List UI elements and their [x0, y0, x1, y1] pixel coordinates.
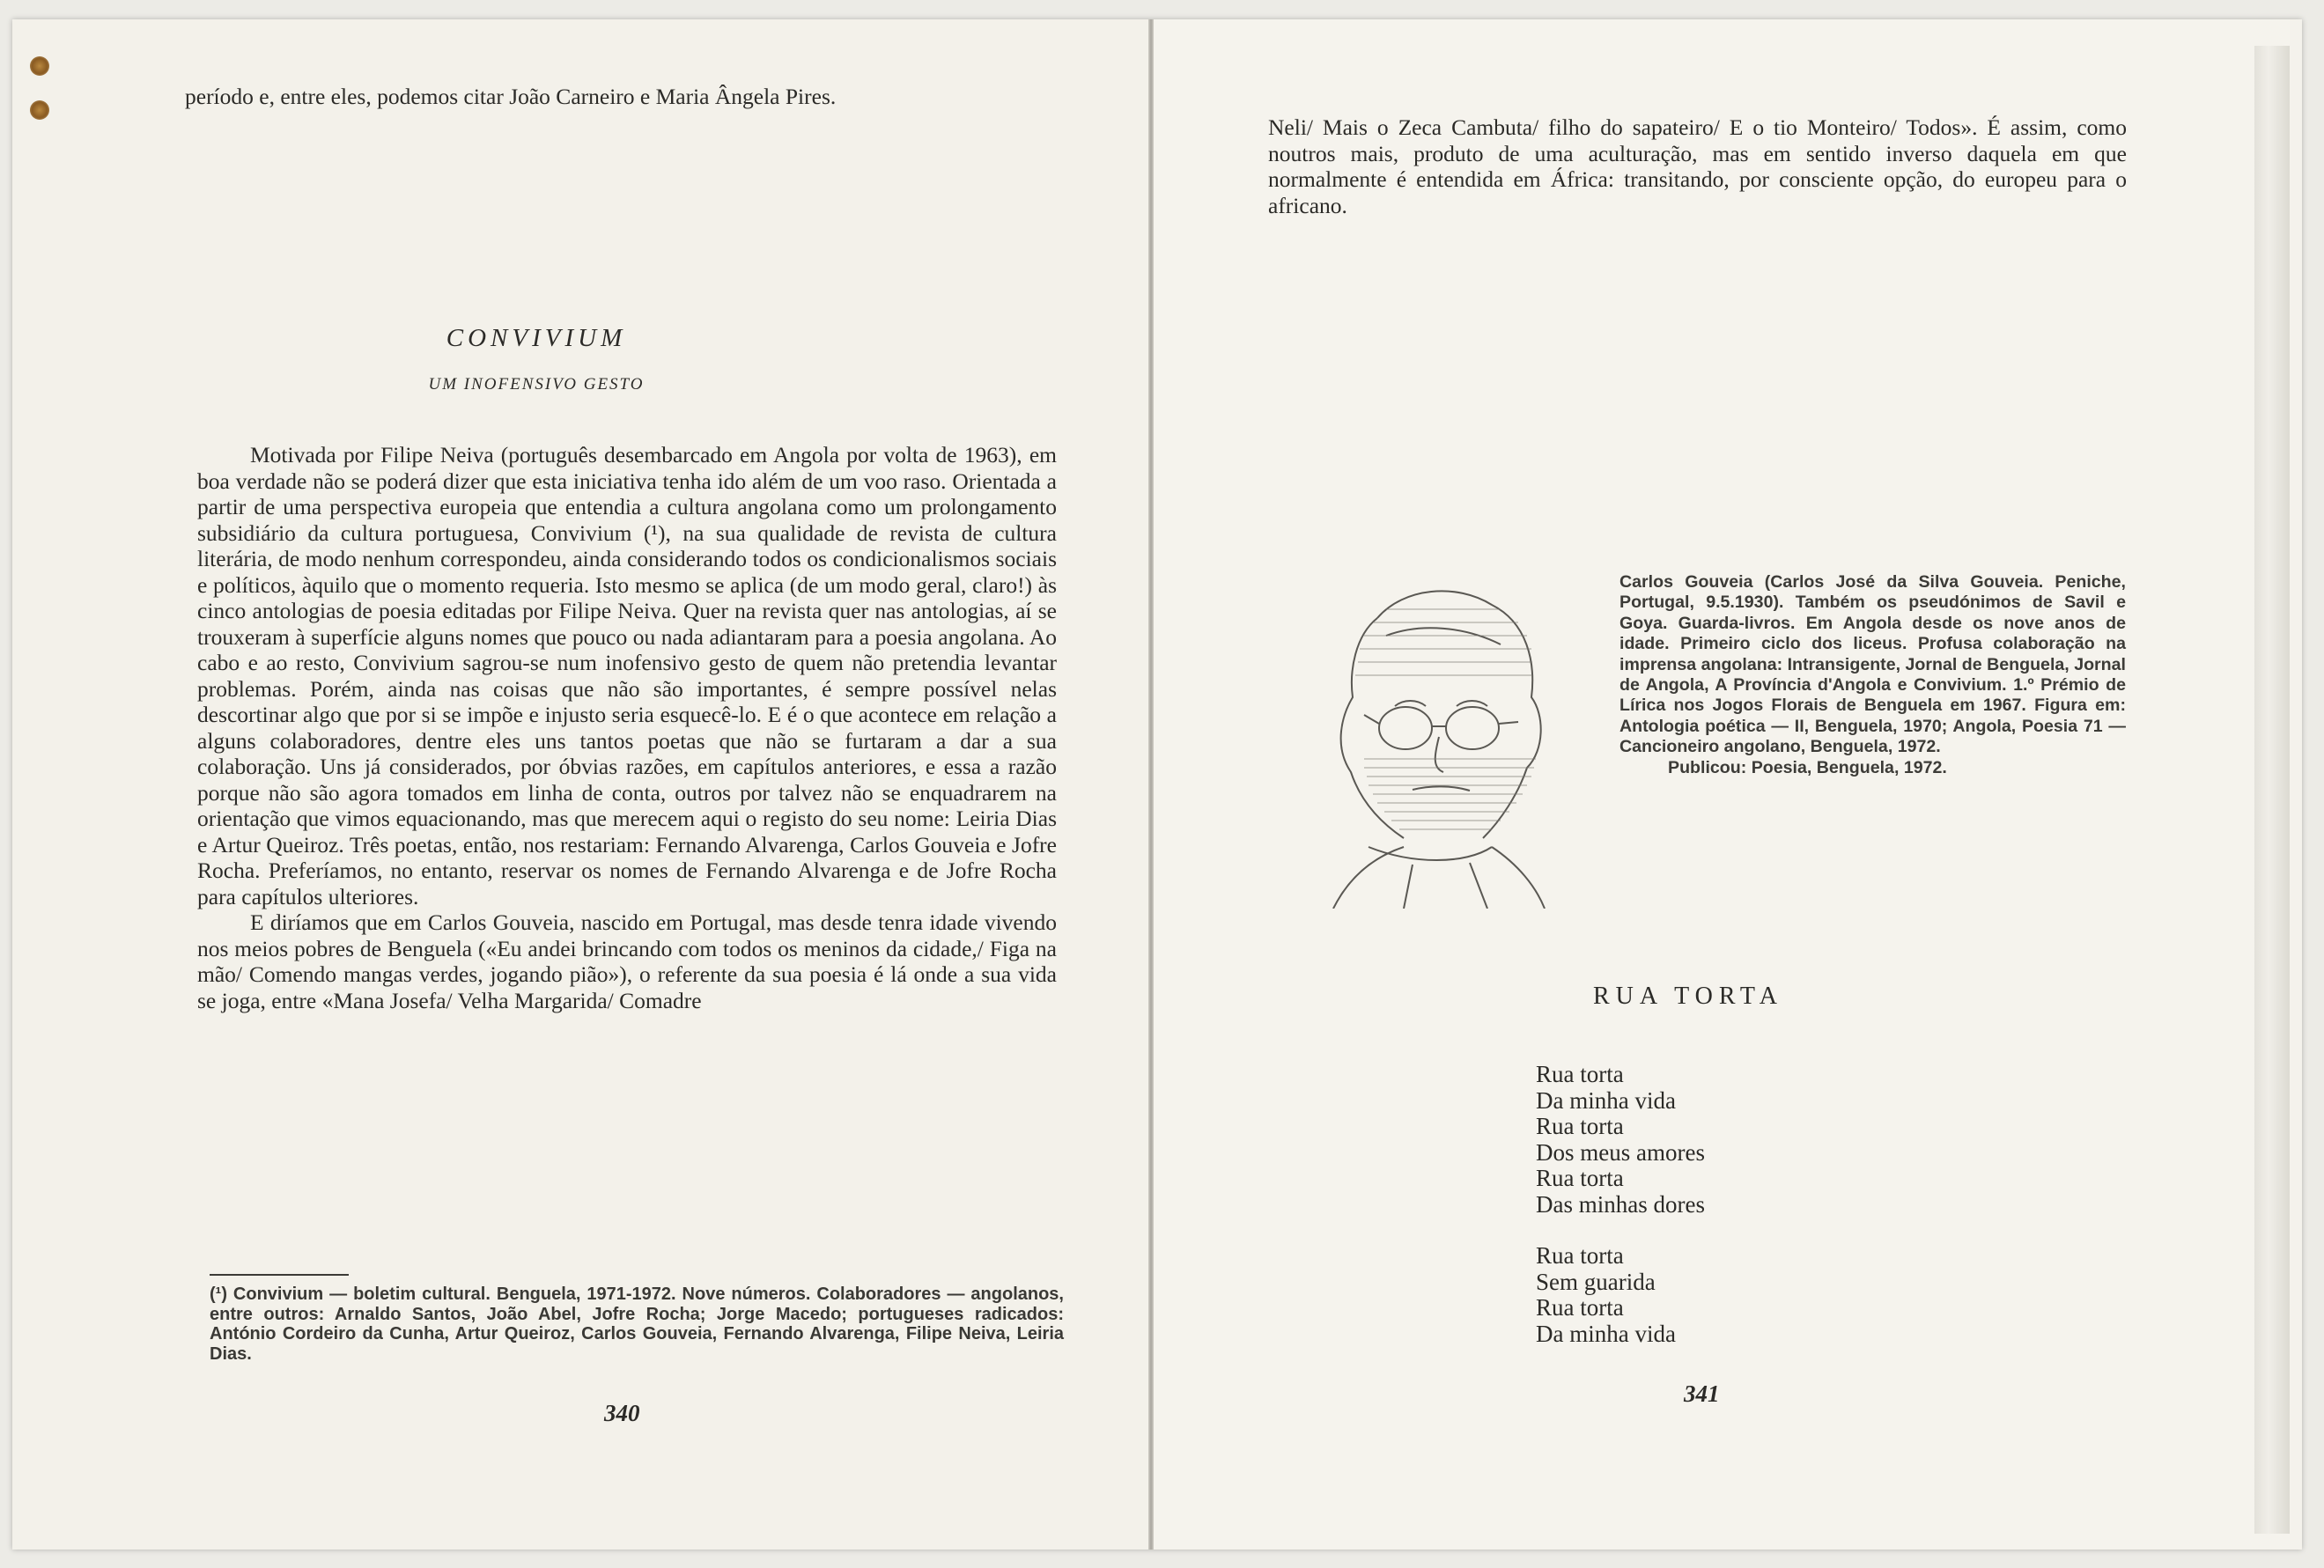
poem-line: Sem guarida [1536, 1268, 1656, 1295]
section-subtitle: UM INOFENSIVO GESTO [428, 375, 645, 394]
punch-hole [30, 56, 49, 76]
right-top-text [1268, 114, 2127, 218]
bio-published: Publicou: Poesia, Benguela, 1972. [1668, 757, 1947, 777]
body-paragraph: E diríamos que em Carlos Gouveia, nascido em Portugal, mas desde tenra idade vivendo nos meios pobres de Benguela («Eu andei brincando com todos os meninos da cidade,/ Figa na mão/ Comendo mangas verdes, jogando pião»), o referente da sua poesia é lá onde a sua vida se joga, entre «Mana Josefa/ Velha Margarida/ Comadre [197, 909, 1057, 1013]
left-top-text [185, 84, 1057, 110]
author-portrait-sketch [1280, 583, 1580, 909]
poem-line: Da minha vida [1536, 1320, 1676, 1347]
poem-line: Rua torta [1536, 1294, 1624, 1321]
carryover-paragraph: período e, entre eles, podemos citar João Carneiro e Maria Ângela Pires. [185, 84, 837, 109]
page-number: 340 [604, 1400, 640, 1426]
poem-line: Rua torta [1536, 1242, 1624, 1269]
poem-line: Dos meus amores [1536, 1138, 1705, 1166]
left-body [197, 442, 1057, 1013]
poem-stanza [1536, 1062, 1705, 1218]
carryover-paragraph: Neli/ Mais o Zeca Cambuta/ filho do sapateiro/ E o tio Monteiro/ Todos». É assim, como noutros mais, produto de uma aculturação, mas em sentido inverso daquela em que normalmente é entendida em África: transitando, por consciente opção, do europeu para o africano. [1268, 114, 2127, 218]
bio-text: Carlos Gouveia (Carlos José da Silva Gouveia. Peniche, Portugal, 9.5.1930). Também os pseudónimos de Savil e Goya. Guarda-livros. Em Angola desde os nove anos de idade. Primeiro ciclo dos liceus. Profusa colaboração na imprensa angolana: Intransigente, Jornal de Benguela, Jornal de Angola, A Província d'Angola e Convivium. 1.º Prémio de Lírica nos Jogos Florais de Benguela em 1967. Figura em: Antologia poética — II, Benguela, 1970; Angola, Poesia 71 — Cancioneiro angolano, Benguela, 1972. [1619, 572, 2126, 757]
page-number: 341 [1684, 1380, 1720, 1407]
poem-line: Rua torta [1536, 1113, 1624, 1139]
punch-hole [30, 100, 49, 120]
book-spread [12, 19, 2302, 1550]
poem-line: Rua torta [1536, 1061, 1624, 1087]
poem-line: Da minha vida [1536, 1086, 1676, 1114]
poem-stanza [1536, 1243, 1705, 1347]
footnote-rule [210, 1274, 349, 1276]
page-edge [2254, 46, 2290, 1534]
poem-line: Rua torta [1536, 1165, 1624, 1191]
footnote: (¹) Convivium — boletim cultural. Benguela, 1971-1972. Nove números. Colaboradores — angolanos, entre outros: Arnaldo Santos, João Abel, Jofre Rocha; Jorge Macedo; portugueses radicados: António Cordeiro da Cunha, Artur Queiroz, Carlos Gouveia, Fernando Alvarenga, Filipe Neiva, Leiria Dias. [210, 1285, 1064, 1364]
body-paragraph: Motivada por Filipe Neiva (português desembarcado em Angola por volta de 1963), em boa verdade não se poderá dizer que esta iniciativa tenha ido além de um voo raso. Orientada a partir de uma perspectiva europeia que entendia a cultura angolana como um prolongamento subsidiário da cultura portuguesa, Convivium (¹), na sua qualidade de revista de cultura literária, de modo nenhum correspondeu, ainda considerando todos os condicionalismos sociais e políticos, àquilo que o momento requeria. Isto mesmo se aplica (de um modo geral, claro!) às cinco antologias de poesia editadas por Filipe Neiva. Quer na revista quer nas antologias, aí se trouxeram à superfície alguns nomes que pouco ou nada adiantaram para a poesia angolana. Ao cabo e ao resto, Convivium sagrou-se num inofensivo gesto de quem não pretendia levantar problemas. Porém, ainda nas coisas que não são importantes, é sempre possível nelas descortinar algo que por si se impõe e injusto seria esquecê-lo. E é o que acontece em relação a alguns colaboradores, dentre eles uns tantos poetas que não se furtaram a dar a sua colaboração. Uns já considerados, por óbvias razões, em capítulos anteriores, e essa a razão porque não são agora tomados em linha de conta, outros por talvez não se enquadrarem na orientação que vimos equacionando, mas que merecem aqui o registo do seu nome: Leiria Dias e Artur Queiroz. Três poetas, então, nos restariam: Fernando Alvarenga, Carlos Gouveia e Jofre Rocha. Preferíamos, no entanto, reservar os nomes de Fernando Alvarenga e de Jofre Rocha para capítulos ulteriores. [197, 442, 1057, 909]
poem [1536, 1062, 1705, 1373]
poem-line: Das minhas dores [1536, 1190, 1705, 1218]
left-page [12, 19, 1148, 1550]
poem-title: RUA TORTA [1593, 983, 1783, 1010]
section-title: CONVIVIUM [446, 324, 627, 352]
author-bio [1619, 572, 2126, 778]
